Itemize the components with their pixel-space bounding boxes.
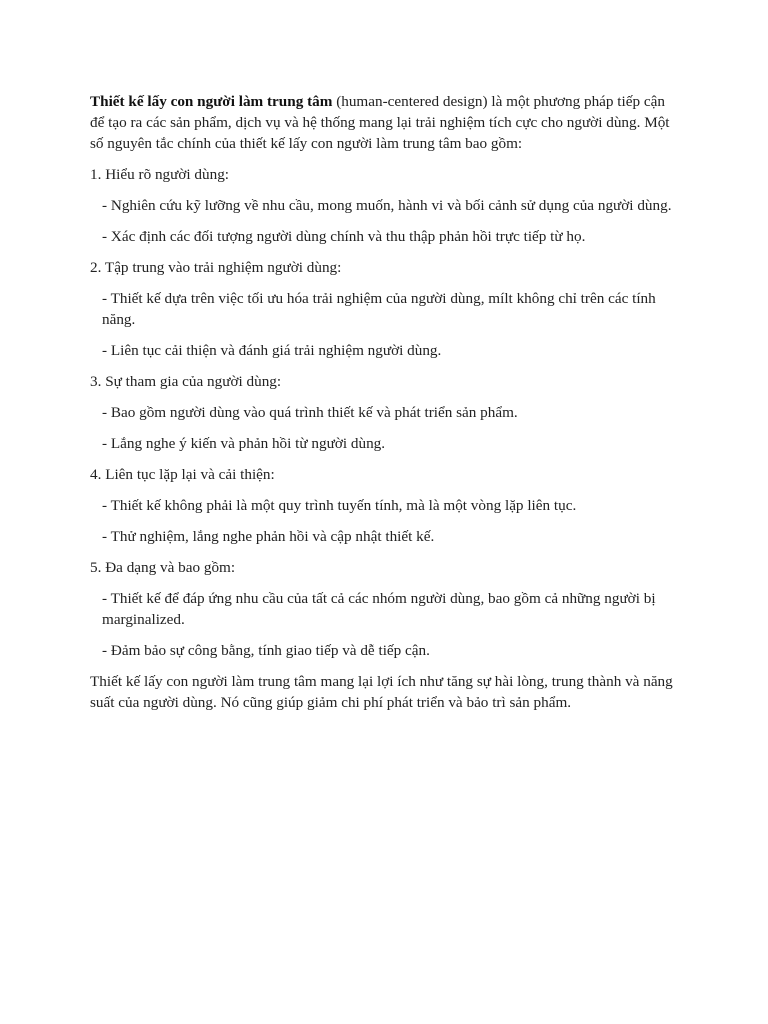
intro-paragraph [90, 91, 680, 154]
section-heading: 5. Đa dạng và bao gồm: [90, 559, 236, 576]
intro-bold-term: Thiết kế lấy con người làm trung tâm [90, 93, 333, 110]
bullet-item: - Nghiên cứu kỹ lưỡng về nhu cầu, mong muốn, hành vi và bối cảnh sử dụng của người dùng. [102, 197, 672, 214]
bullet-item: - Bao gồm người dùng vào quá trình thiết kế và phát triển sản phẩm. [102, 404, 518, 421]
bullet-item: - Xác định các đối tượng người dùng chính và thu thập phản hồi trực tiếp từ họ. [102, 228, 586, 245]
section-heading: 4. Liên tục lặp lại và cải thiện: [90, 466, 275, 483]
bullet-item: - Thử nghiệm, lắng nghe phản hồi và cập nhật thiết kế. [102, 528, 435, 545]
bullet-item: - Lắng nghe ý kiến và phản hồi từ người dùng. [102, 435, 386, 452]
section-heading: 3. Sự tham gia của người dùng: [90, 373, 282, 390]
bullet-item: - Thiết kế không phải là một quy trình tuyến tính, mà là một vòng lặp liên tục. [102, 497, 577, 514]
section-heading: 2. Tập trung vào trải nghiệm người dùng: [90, 259, 342, 276]
conclusion-paragraph: Thiết kế lấy con người làm trung tâm mang lại lợi ích như tăng sự hài lòng, trung thành và năng suất của người dùng. Nó cũng giúp giảm chi phí phát triển và bảo trì sản phẩm. [90, 673, 673, 711]
bullet-item: - Thiết kế để đáp ứng nhu cầu của tất cả các nhóm người dùng, bao gồm cả những người bị marginalized. [102, 590, 656, 628]
bullet-item: - Thiết kế dựa trên việc tối ưu hóa trải nghiệm của người dùng, mílt không chỉ trên các tính năng. [102, 290, 656, 328]
intro-text: (human-centered design) là một phương pháp tiếp cận để tạo ra các sản phẩm, dịch vụ và hệ thống mang lại trải nghiệm tích cực cho người dùng. Một số nguyên tắc chính của thiết kế lấy con người làm trung tâm bao gồm: [90, 93, 670, 152]
bullet-item: - Đảm bảo sự công bằng, tính giao tiếp và dễ tiếp cận. [102, 642, 430, 659]
section-heading: 1. Hiểu rõ người dùng: [90, 166, 230, 183]
bullet-item: - Liên tục cải thiện và đánh giá trải nghiệm người dùng. [102, 342, 442, 359]
